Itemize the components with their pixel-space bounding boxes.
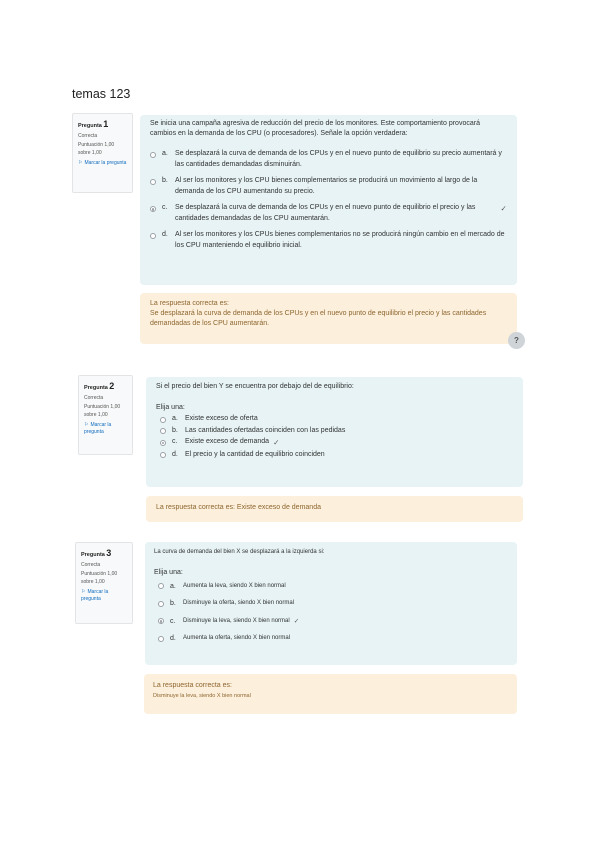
answer-option-c[interactable] [150, 203, 507, 224]
option-letter: c. [172, 438, 178, 446]
question-grade: Puntuación 1,00 sobre 1,00 [78, 142, 115, 156]
answer-option-b[interactable] [150, 176, 507, 197]
radio-button[interactable] [160, 428, 166, 434]
flag-icon: ⚐ [84, 421, 89, 428]
radio-button-selected[interactable] [158, 618, 164, 624]
radio-button[interactable] [150, 152, 156, 158]
question-info-3 [75, 542, 133, 624]
flag-question-link[interactable] [84, 422, 127, 437]
option-letter: d. [162, 231, 168, 239]
option-letter: b. [162, 177, 168, 185]
option-text: Se desplazará la curva de demanda de los CPUs y en el nuevo punto de equilibrio su precio aumentará y las cantidades demandadas disminuirán. [175, 150, 502, 168]
option-letter: a. [162, 150, 168, 158]
radio-button[interactable] [158, 601, 164, 607]
answer-option-c[interactable] [158, 617, 508, 628]
answer-option-d[interactable] [150, 230, 507, 251]
feedback-box-1 [140, 293, 517, 344]
choose-prompt: Elija una: [154, 568, 183, 576]
answer-option-d[interactable] [160, 450, 513, 461]
question-box-1 [140, 115, 517, 285]
option-letter: c. [170, 617, 176, 625]
radio-button[interactable] [158, 583, 164, 589]
radio-button[interactable] [160, 452, 166, 458]
question-number: 1 [103, 119, 109, 129]
check-icon: ✓ [500, 204, 507, 214]
flag-label: Marcar la pregunta [84, 159, 127, 166]
flag-question-link[interactable] [81, 589, 127, 604]
option-text: Existe exceso de demanda [185, 438, 270, 446]
question-box-2 [146, 377, 523, 487]
question-label: Pregunta [78, 123, 102, 129]
answer-option-c[interactable] [160, 437, 513, 449]
option-letter: d. [170, 635, 176, 643]
option-text: Las cantidades ofertadas coinciden con las pedidas [185, 426, 346, 434]
choose-prompt: Elija una: [156, 404, 185, 412]
answer-option-a[interactable] [160, 414, 513, 425]
feedback-title: La respuesta correcta es: [150, 300, 229, 307]
flag-question-link[interactable] [78, 160, 127, 167]
feedback-answer: Disminuye la leva, siendo X bien normal [153, 693, 251, 700]
flag-icon: ⚐ [81, 588, 86, 595]
feedback-answer: La respuesta correcta es: Existe exceso de demanda [156, 504, 321, 511]
option-text: Aumenta la leva, siendo X bien normal [183, 582, 286, 589]
radio-button[interactable] [160, 417, 166, 423]
option-letter: d. [172, 450, 178, 458]
question-state: Correcta [84, 395, 104, 402]
page-title: temas 123 [72, 87, 131, 101]
option-text: Se desplazará la curva de demanda de los CPUs y en el nuevo punto de equilibrio el precio y las cantidades demandadas de los CPU aumentarán. [175, 204, 476, 222]
check-icon: ✓ [273, 438, 280, 448]
question-text: Se inicia una campaña agresiva de reducción del precio de los monitores. Este comportamiento provocará cambios en la demanda de los CPU (o procesadores). Señale la opción verdadera: [150, 120, 480, 138]
radio-button[interactable] [158, 636, 164, 642]
option-text: Disminuye la leva, siendo X bien normal [183, 617, 290, 624]
option-letter: a. [172, 415, 178, 423]
answer-option-a[interactable] [158, 582, 508, 593]
question-number: 2 [109, 381, 115, 391]
answer-option-a[interactable] [150, 149, 507, 170]
option-text: Al ser los monitores y los CPU bienes complementarios se producirá un movimiento al largo de la demanda de los CPU aumentando su precio. [175, 177, 478, 195]
answer-option-b[interactable] [160, 426, 513, 437]
option-text: Disminuye la oferta, siendo X bien normal [183, 600, 295, 607]
feedback-answer: Se desplazará la curva de demanda de los CPUs y en el nuevo punto de equilibrio el precio y las cantidades demandadas de los CPU aumentarán. [150, 310, 487, 328]
flag-label: Marcar la pregunta [81, 588, 109, 603]
question-state: Correcta [81, 562, 101, 569]
check-icon: ✓ [293, 617, 300, 625]
answer-option-b[interactable] [158, 599, 508, 610]
option-letter: a. [170, 582, 176, 590]
question-info-2 [78, 375, 133, 455]
flag-label: Marcar la pregunta [84, 421, 112, 436]
question-text: La curva de demanda del bien X se desplazará a la izquierda si: [154, 549, 325, 555]
help-button[interactable]: ? [508, 332, 525, 349]
question-number: 3 [106, 548, 112, 558]
radio-button-selected[interactable] [160, 440, 166, 446]
question-text: Si el precio del bien Y se encuentra por debajo del de equilibrio: [156, 383, 354, 390]
question-state: Correcta [78, 133, 98, 140]
option-letter: b. [172, 426, 178, 434]
feedback-title: La respuesta correcta es: [153, 682, 232, 689]
flag-icon: ⚐ [78, 159, 83, 166]
question-box-3 [145, 542, 517, 665]
question-label: Pregunta [81, 552, 105, 558]
option-letter: c. [162, 204, 168, 212]
radio-button-selected[interactable] [150, 206, 156, 212]
question-grade: Puntuación 1,00 sobre 1,00 [81, 571, 118, 585]
radio-button[interactable] [150, 233, 156, 239]
feedback-box-2 [146, 496, 523, 522]
answer-option-d[interactable] [158, 634, 508, 645]
question-label: Pregunta [84, 385, 108, 391]
option-text: Existe exceso de oferta [185, 415, 258, 423]
question-info-1 [72, 113, 133, 193]
question-grade: Puntuación 1,00 sobre 1,00 [84, 404, 121, 418]
radio-button[interactable] [150, 179, 156, 185]
feedback-box-3 [144, 674, 517, 714]
option-text: Al ser los monitores y los CPUs bienes complementarios no se producirá ningún cambio en el mercado de los CPU manteniendo el equilibrio inicial. [175, 231, 505, 249]
option-letter: b. [170, 600, 176, 608]
option-text: Aumenta la oferta, siendo X bien normal [183, 635, 291, 642]
option-text: El precio y la cantidad de equilibrio coinciden [185, 450, 325, 458]
